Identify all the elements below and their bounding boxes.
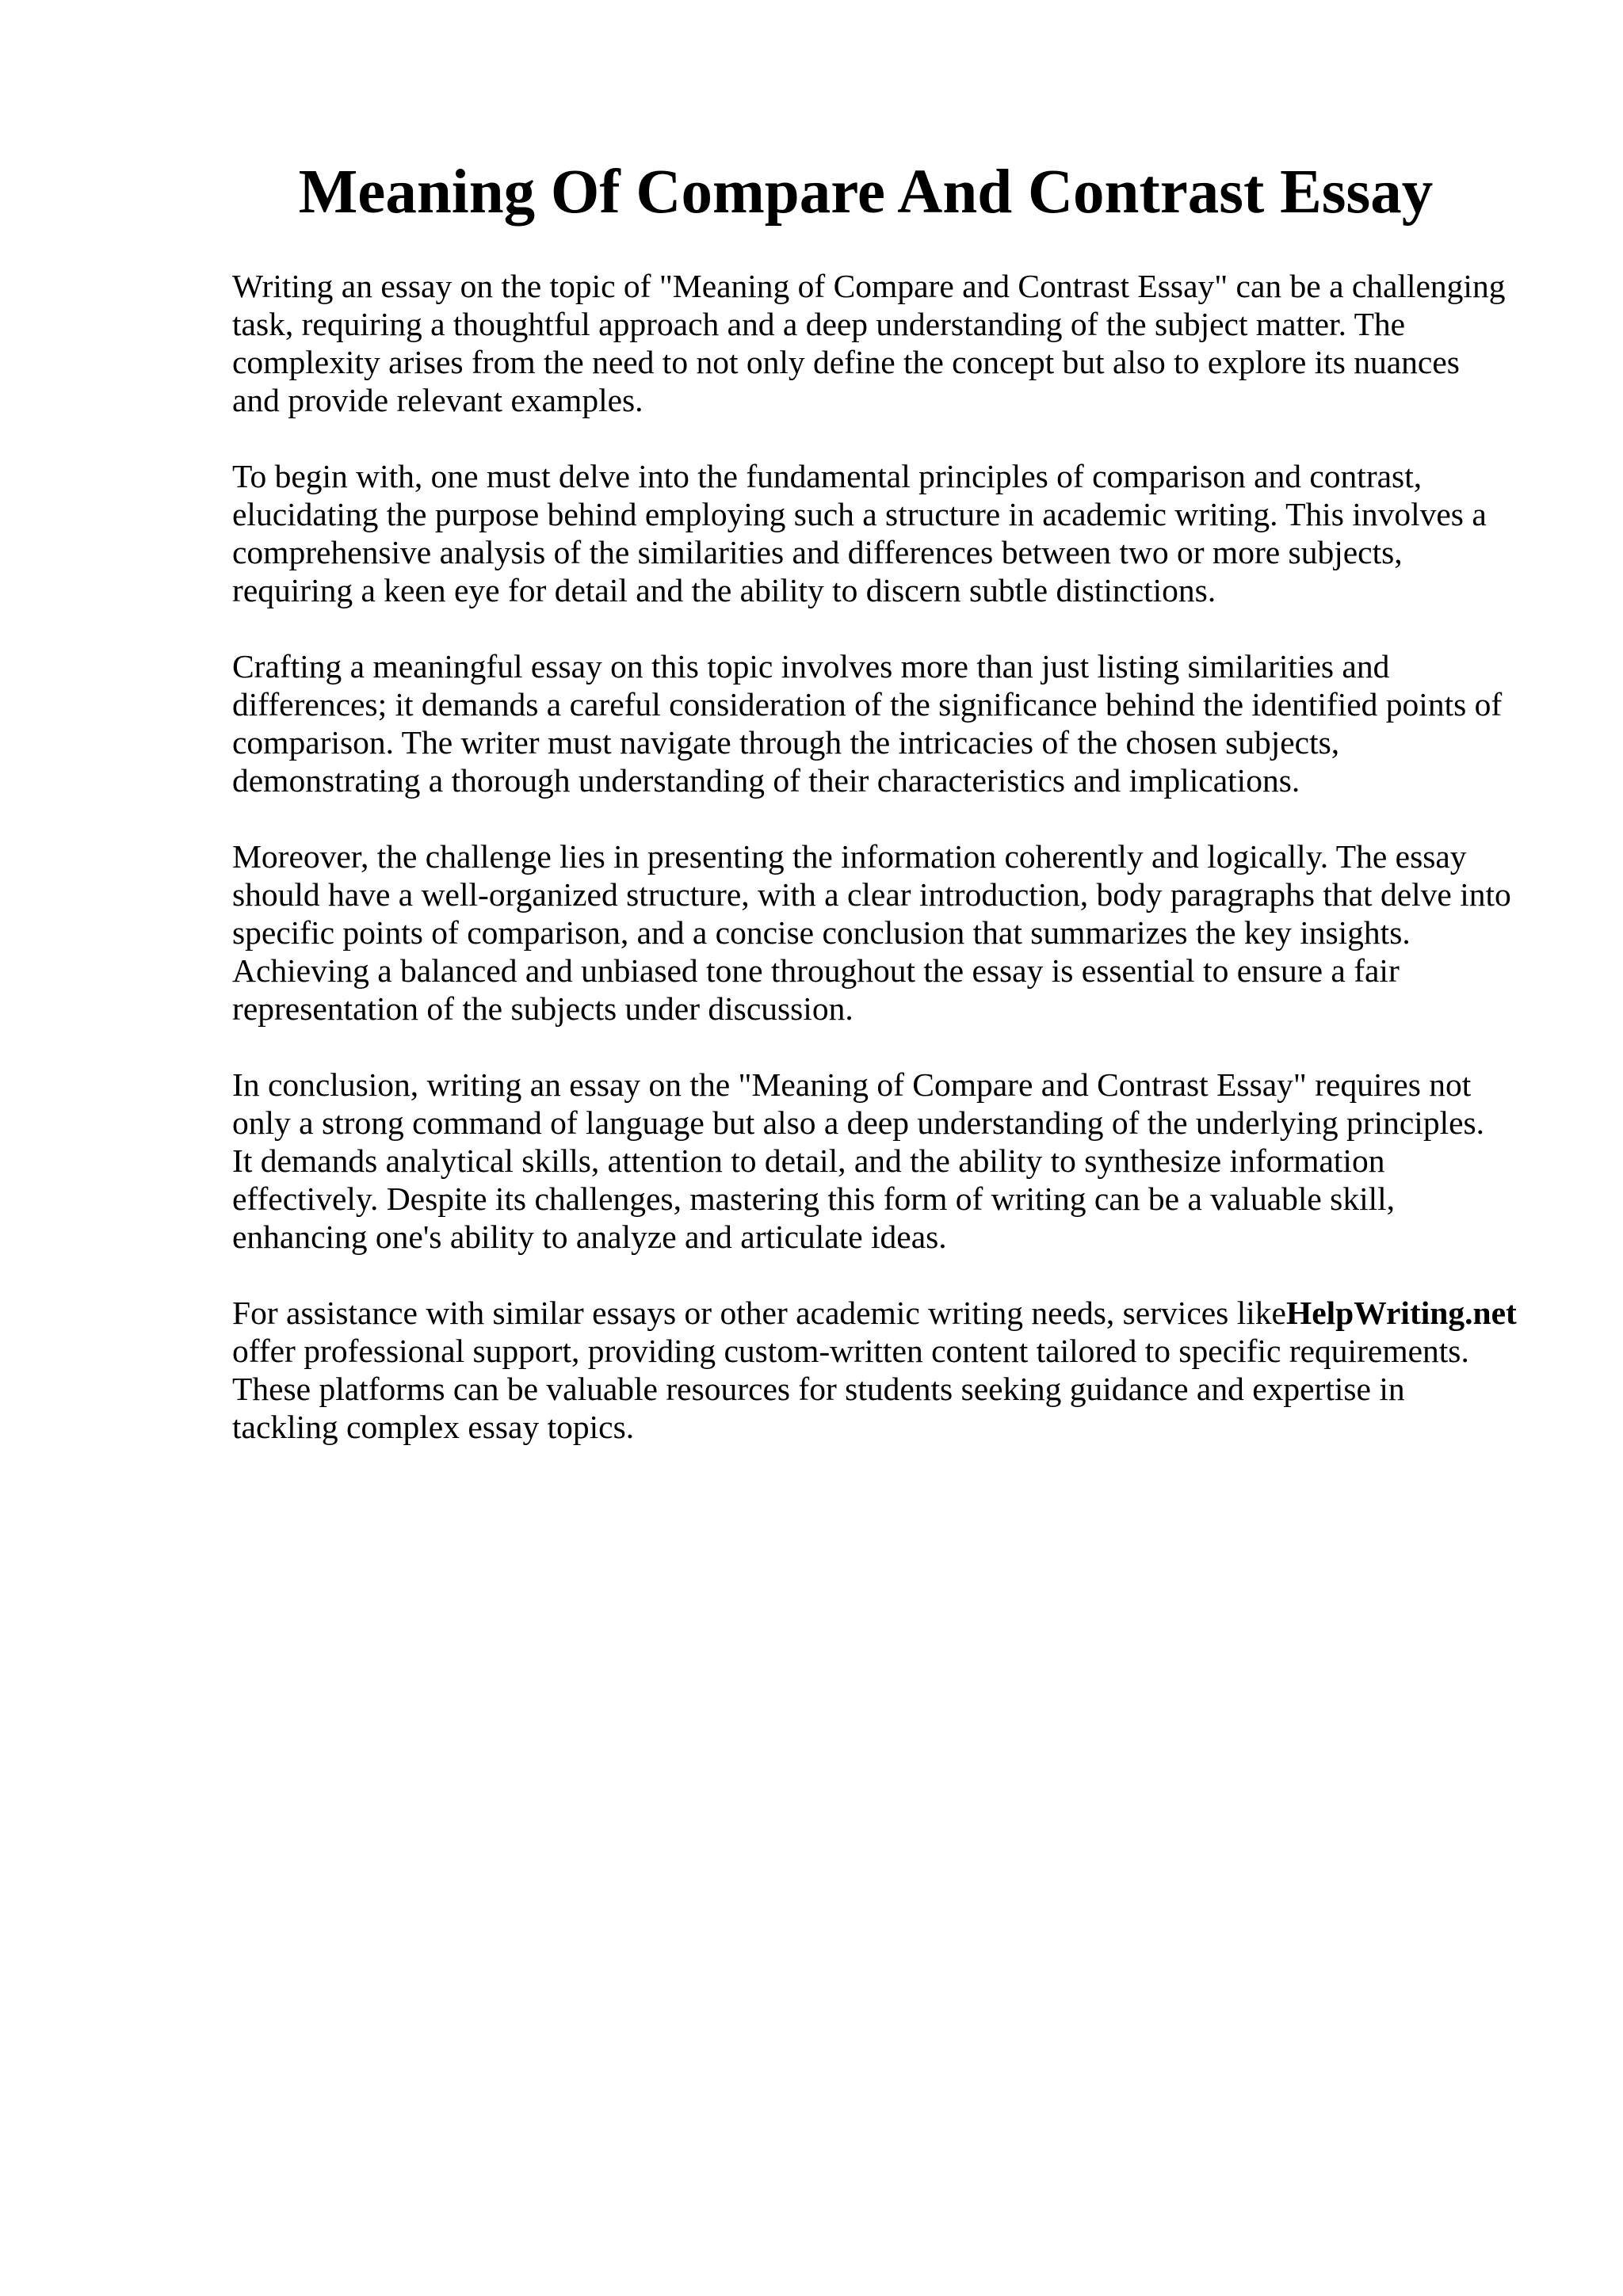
- paragraph-line: Crafting a meaningful essay on this topic involves more than just listing similarities and: [232, 648, 1390, 685]
- paragraph-line: should have a well-organized structure, with a clear introduction, body paragraphs that delve into: [232, 876, 1511, 913]
- paragraph-3: [232, 647, 1532, 799]
- paragraph-line: [232, 1294, 1532, 1332]
- paragraph-line: only a strong command of language but also a deep understanding of the underlying principles.: [232, 1104, 1485, 1141]
- paragraph-line: Moreover, the challenge lies in presenting the information coherently and logically. The essay: [232, 838, 1467, 875]
- paragraph-5: [232, 1066, 1532, 1256]
- paragraph-line: requiring a keen eye for detail and the ability to discern subtle distinctions.: [232, 572, 1216, 608]
- essay-body: [232, 267, 1532, 1484]
- paragraph-2: [232, 457, 1532, 609]
- paragraph-line: offer professional support, providing custom-written content tailored to specific requirements.: [232, 1333, 1469, 1369]
- paragraph-line: task, requiring a thoughtful approach and a deep understanding of the subject matter. The: [232, 306, 1406, 342]
- paragraph-line: To begin with, one must delve into the fundamental principles of comparison and contrast,: [232, 458, 1423, 494]
- paragraph-line: Writing an essay on the topic of "Meaning of Compare and Contrast Essay" can be a challenging: [232, 268, 1506, 304]
- paragraph-4: [232, 837, 1532, 1028]
- paragraph-line: comprehensive analysis of the similarities and differences between two or more subjects,: [232, 534, 1403, 570]
- paragraph-line: These platforms can be valuable resources for students seeking guidance and expertise in: [232, 1371, 1405, 1407]
- paragraph-1: [232, 267, 1532, 419]
- paragraph-line: tackling complex essay topics.: [232, 1409, 635, 1445]
- paragraph-line: and provide relevant examples.: [232, 382, 643, 418]
- paragraph-line: In conclusion, writing an essay on the "Meaning of Compare and Contrast Essay" requires not: [232, 1066, 1472, 1103]
- brand-name: HelpWriting.net: [1285, 1295, 1517, 1331]
- paragraph-line: It demands analytical skills, attention to detail, and the ability to synthesize information: [232, 1142, 1385, 1179]
- paragraph-line: Achieving a balanced and unbiased tone throughout the essay is essential to ensure a fair: [232, 952, 1400, 989]
- paragraph-line: elucidating the purpose behind employing such a structure in academic writing. This involves a: [232, 496, 1487, 532]
- paragraph-line: specific points of comparison, and a concise conclusion that summarizes the key insights.: [232, 914, 1411, 951]
- paragraph-line: enhancing one's ability to analyze and articulate ideas.: [232, 1219, 947, 1255]
- paragraph-line: representation of the subjects under discussion.: [232, 990, 854, 1027]
- paragraph-line: differences; it demands a careful consideration of the significance behind the identified points of: [232, 686, 1503, 723]
- paragraph-line: comparison. The writer must navigate through the intricacies of the chosen subjects,: [232, 724, 1340, 761]
- paragraph-line: demonstrating a thorough understanding of their characteristics and implications.: [232, 762, 1300, 799]
- closing-paragraph: [232, 1294, 1532, 1446]
- paragraph-line: effectively. Despite its challenges, mastering this form of writing can be a valuable skill,: [232, 1180, 1396, 1217]
- paragraph-line: complexity arises from the need to not only define the concept but also to explore its nuances: [232, 344, 1460, 380]
- page-title: Meaning Of Compare And Contrast Essay: [298, 158, 1434, 227]
- closing-prefix: For assistance with similar essays or other academic writing needs, services like: [232, 1295, 1286, 1331]
